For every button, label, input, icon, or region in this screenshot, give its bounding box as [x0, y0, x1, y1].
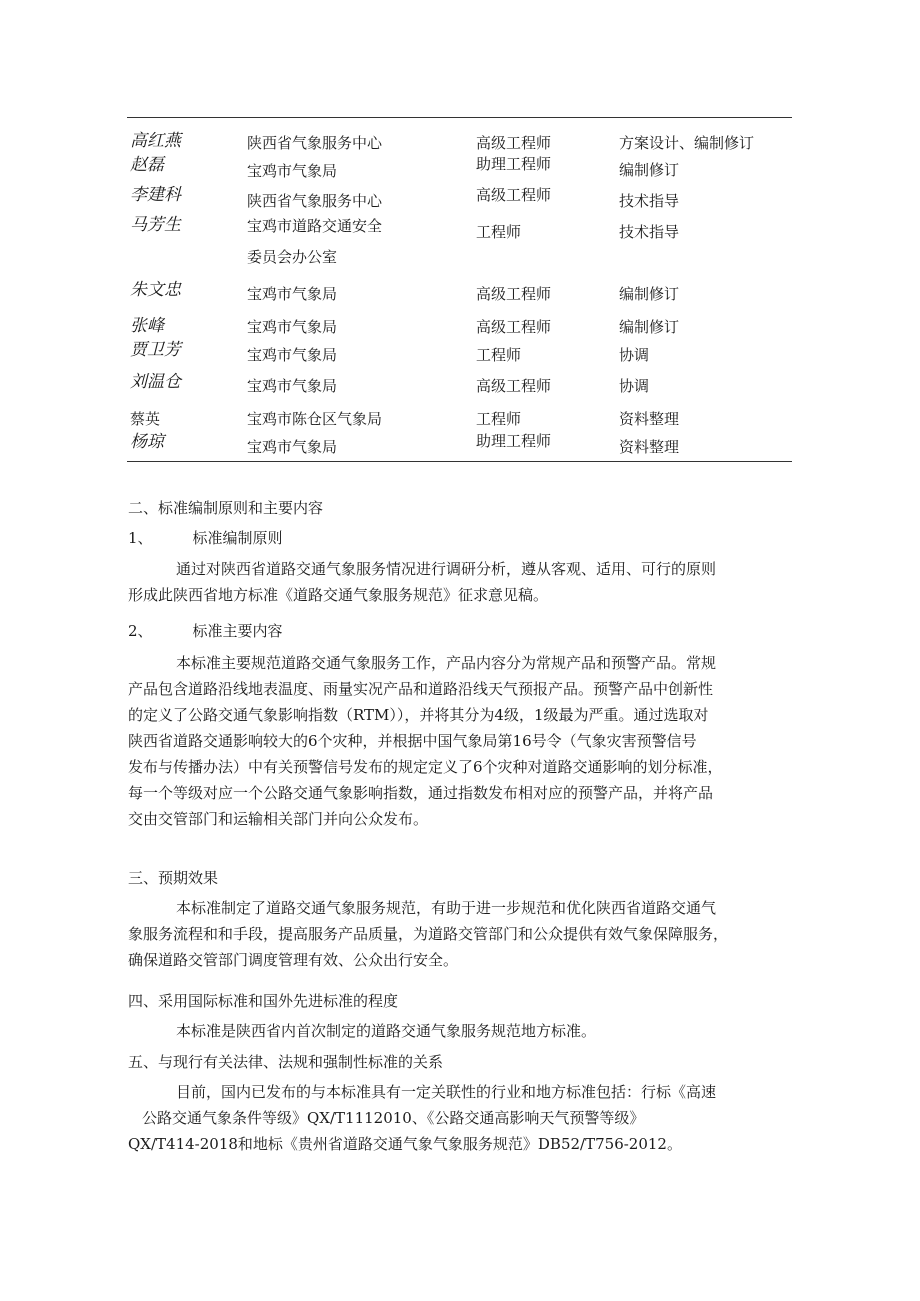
- subsection-2-2-heading: [128, 620, 283, 642]
- staff-org: 宝鸡市气象局: [247, 318, 338, 336]
- staff-name: 杨琼: [130, 432, 164, 452]
- staff-name: 赵磊: [130, 155, 164, 175]
- staff-title: 高级工程师: [476, 377, 552, 395]
- staff-title: 助理工程师: [476, 155, 552, 173]
- section-3-heading: 三、预期效果: [128, 869, 219, 887]
- staff-org: 宝鸡市气象局: [247, 162, 338, 180]
- staff-role: 资料整理: [619, 410, 680, 428]
- paragraph-line: 每一个等级对应一个公路交通气象影响指数，通过指数发布相对应的预警产品，并将产品: [128, 784, 714, 802]
- section-5-heading: 五、与现行有关法律、法规和强制性标准的关系: [128, 1053, 444, 1071]
- staff-title: 工程师: [476, 346, 522, 364]
- paragraph-line: 交由交管部门和运输相关部门并向公众发布。: [128, 810, 429, 828]
- staff-name: 张峰: [130, 316, 164, 336]
- staff-title: 高级工程师: [476, 285, 552, 303]
- section-3-body: [128, 895, 793, 973]
- staff-role: 方案设计、编制修订: [619, 134, 755, 152]
- subsection-title: 标准编制原则: [192, 529, 283, 547]
- paragraph-line: 目前，国内已发布的与本标准具有一定关联性的行业和地方标准包括：行标《高速: [176, 1083, 717, 1101]
- staff-role: 编制修订: [619, 285, 680, 303]
- subsection-number: 2、: [128, 622, 153, 640]
- staff-title: 工程师: [476, 410, 522, 428]
- staff-org-cont: 委员会办公室: [247, 248, 338, 266]
- staff-org: 陕西省气象服务中心: [247, 192, 383, 210]
- staff-name: 刘温仓: [130, 372, 181, 392]
- staff-role: 资料整理: [619, 438, 680, 456]
- section-5-body: [128, 1079, 793, 1157]
- staff-org: 宝鸡市气象局: [247, 346, 338, 364]
- subsection-2-1-body: [128, 556, 793, 608]
- staff-org: 宝鸡市气象局: [247, 285, 338, 303]
- staff-org: 宝鸡市道路交通安全: [247, 217, 383, 235]
- subsection-2-1-heading: [128, 527, 283, 549]
- paragraph-line: 产品包含道路沿线地表温度、雨量实况产品和道路沿线天气预报产品。预警产品中创新性: [128, 680, 714, 698]
- table-bottom-rule: [127, 461, 792, 462]
- staff-title: 高级工程师: [476, 186, 552, 204]
- paragraph-line: 本标准是陕西省内首次制定的道路交通气象服务规范地方标准。: [176, 1022, 597, 1040]
- staff-name: 马芳生: [130, 215, 181, 235]
- subsection-number: 1、: [128, 529, 153, 547]
- staff-org: 宝鸡市陈仓区气象局: [247, 410, 383, 428]
- staff-role: 编制修订: [619, 161, 680, 179]
- staff-name: 蔡英: [130, 410, 161, 428]
- paragraph-line: 确保道路交管部门调度管理有效、公众出行安全。: [128, 951, 459, 969]
- paragraph-line: 本标准制定了道路交通气象服务规范，有助于进一步规范和优化陕西省道路交通气: [176, 899, 717, 917]
- staff-role: 编制修订: [619, 318, 680, 336]
- table-top-rule: [127, 117, 792, 118]
- staff-name: 高红燕: [130, 131, 181, 151]
- section-2-heading: 二、标准编制原则和主要内容: [128, 499, 324, 517]
- paragraph-line: 发布与传播办法）中有关预警信号发布的规定定义了6个灾种对道路交通影响的划分标准，: [128, 758, 723, 776]
- paragraph-line: 公路交通气象条件等级》QX/T1112010、《公路交通高影响天气预警等级》: [142, 1109, 645, 1127]
- staff-title: 高级工程师: [476, 134, 552, 152]
- paragraph-line: 象服务流程和和手段，提高服务产品质量，为道路交管部门和公众提供有效气象保障服务，: [128, 925, 729, 943]
- staff-title: 工程师: [476, 223, 522, 241]
- staff-role: 协调: [619, 377, 650, 395]
- paragraph-line: 通过对陕西省道路交通气象服务情况进行调研分析，遵从客观、适用、可行的原则: [176, 560, 717, 578]
- staff-role: 协调: [619, 346, 650, 364]
- staff-org: 宝鸡市气象局: [247, 438, 338, 456]
- staff-name: 朱文忠: [130, 280, 181, 300]
- paragraph-line: 本标准主要规范道路交通气象服务工作，产品内容分为常规产品和预警产品。常规: [176, 654, 717, 672]
- staff-title: 高级工程师: [476, 318, 552, 336]
- section-4-body: [128, 1018, 793, 1044]
- staff-org: 宝鸡市气象局: [247, 377, 338, 395]
- staff-name: 李建科: [130, 185, 181, 205]
- paragraph-line: QX/T414-2018和地标《贵州省道路交通气象气象服务规范》DB52/T756-2012。: [128, 1135, 682, 1153]
- paragraph-line: 的定义了公路交通气象影响指数（RTM）），并将其分为4级，1级最为严重。通过选取对: [128, 706, 709, 724]
- subsection-2-2-body: [128, 650, 793, 832]
- paragraph-line: 陕西省道路交通影响较大的6个灾种，并根据中国气象局第16号令（气象灾害预警信号: [128, 732, 697, 750]
- staff-name: 贾卫芳: [130, 340, 181, 360]
- staff-role: 技术指导: [619, 192, 680, 210]
- staff-title: 助理工程师: [476, 432, 552, 450]
- section-4-heading: 四、采用国际标准和国外先进标准的程度: [128, 992, 399, 1010]
- paragraph-line: 形成此陕西省地方标准《道路交通气象服务规范》征求意见稿。: [128, 586, 549, 604]
- staff-role: 技术指导: [619, 223, 680, 241]
- staff-org: 陕西省气象服务中心: [247, 134, 383, 152]
- subsection-title: 标准主要内容: [192, 622, 283, 640]
